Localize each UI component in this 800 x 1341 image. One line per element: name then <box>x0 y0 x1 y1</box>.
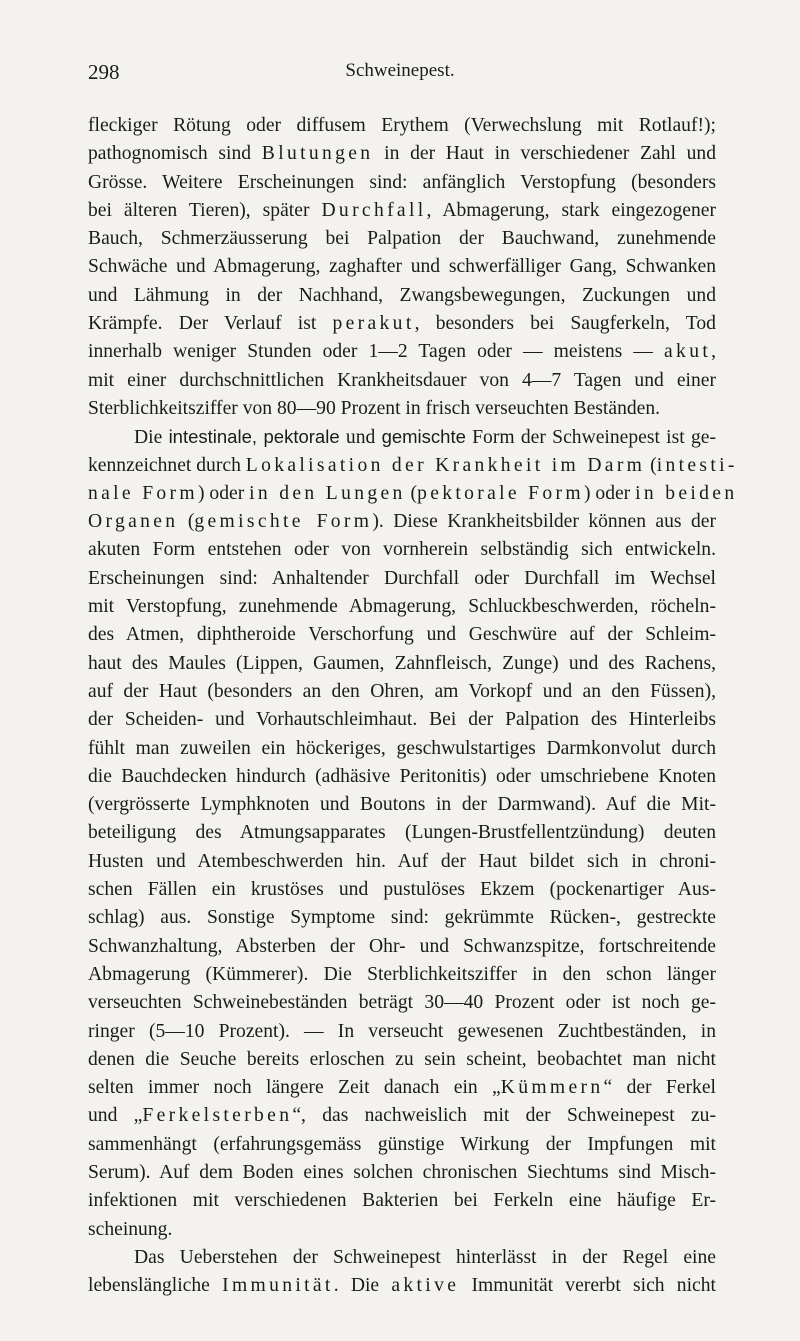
spaced-emphasis: Ferkelsterben <box>142 1105 293 1127</box>
text-run: Schwäche und Abmagerung, zaghafter und schwerfälliger Gang, Schwanken <box>88 256 716 278</box>
text-line <box>88 1272 716 1300</box>
text-line <box>88 1018 716 1046</box>
text-line <box>88 395 716 423</box>
text-run: haut des Maules (Lippen, Gaumen, Zahnfleisch, Zunge) und des Rachens, <box>88 652 716 674</box>
text-line <box>88 706 716 734</box>
sans-emphasis: intestinale, pektorale <box>168 426 340 448</box>
text-run: Die <box>134 427 169 449</box>
spaced-emphasis: pektorale Form <box>417 482 584 504</box>
text-run: Serum). Auf dem Boden eines solchen chronischen Siechtums sind Misch- <box>88 1161 716 1183</box>
text-run: selten immer noch längere Zeit danach ein „ <box>88 1077 501 1099</box>
text-run: die Bauchdecken hindurch (adhäsive Peritonitis) oder umschriebene Knoten <box>88 765 716 787</box>
text-run: und Lähmung in der Nachhand, Zwangsbewegungen, Zuckungen und <box>88 284 716 306</box>
text-line <box>88 1159 716 1187</box>
text-run: ( <box>405 482 418 504</box>
sans-emphasis: gemischte <box>381 426 466 448</box>
text-line <box>88 253 716 281</box>
text-run: innerhalb weniger Stunden oder 1—2 Tagen oder — meistens — <box>88 341 665 363</box>
text-run: verseuchten Schweinebeständen beträgt 30—40 Prozent oder ist noch ge- <box>88 992 716 1014</box>
spaced-emphasis: aktive <box>391 1275 460 1297</box>
text-run: , <box>711 341 716 363</box>
text-run: ) oder <box>197 482 250 504</box>
text-run: “, das nachweislich mit der Schweinepest zu- <box>292 1105 716 1127</box>
text-line <box>88 452 738 480</box>
text-line <box>88 763 716 791</box>
spaced-emphasis: in beiden <box>635 482 738 504</box>
text-run: akuten Form entstehen oder von vornherein selbständig sich entwickeln. <box>88 539 716 561</box>
text-line <box>88 1046 716 1074</box>
text-run: Erscheinungen sind: Anhaltender Durchfall oder Durchfall im Wechsel <box>88 567 716 589</box>
text-line <box>88 1216 716 1244</box>
text-line <box>88 819 716 847</box>
text-line <box>88 1102 716 1130</box>
text-line <box>88 112 716 140</box>
text-line <box>88 140 716 168</box>
spaced-emphasis: Blutungen <box>261 143 374 165</box>
text-line <box>88 423 716 451</box>
spaced-emphasis: Immunität <box>222 1275 334 1297</box>
text-line <box>88 735 716 763</box>
text-line <box>88 1131 716 1159</box>
text-run: mit einer durchschnittlichen Krankheitsdauer von 4—7 Tagen und einer <box>88 369 716 391</box>
text-run: lebenslängliche <box>88 1275 223 1297</box>
page-number: 298 <box>88 60 120 84</box>
spaced-emphasis: in den Lungen <box>249 482 406 504</box>
text-run: kennzeichnet durch <box>88 454 246 476</box>
text-line <box>88 933 716 961</box>
text-line <box>88 536 716 564</box>
text-run: in der Haut in verschiedener Zahl und <box>373 143 717 165</box>
text-run: Sterblichkeitsziffer von 80—90 Prozent in frisch verseuchten Beständen. <box>88 397 661 419</box>
text-line <box>88 989 716 1017</box>
text-run: ringer (5—10 Prozent). — In verseucht gewesenen Zuchtbeständen, in <box>88 1020 716 1042</box>
text-run: Grösse. Weitere Erscheinungen sind: anfänglich Verstopfung (besonders <box>88 171 716 193</box>
text-run: Form der Schweinepest ist ge- <box>465 427 716 449</box>
text-run: und „ <box>88 1105 143 1127</box>
text-run: infektionen mit verschiedenen Bakterien bei Ferkeln eine häufige Er- <box>88 1190 716 1212</box>
spaced-emphasis: Lokalisation der Krankheit im Darm <box>245 454 646 476</box>
text-run: (vergrösserte Lymphknoten und Boutons in der Darmwand). Auf die Mit- <box>88 794 716 816</box>
text-run: mit Verstopfung, zunehmende Abmagerung, Schluckbeschwerden, röcheln- <box>88 596 716 618</box>
text-run: , Abmagerung, stark eingezogener <box>426 199 716 221</box>
text-run: beteiligung des Atmungsapparates (Lungen-Brustfellentzündung) deuten <box>88 822 716 844</box>
text-run: fleckiger Rötung oder diffusem Erythem (Verwechslung mit Rotlauf!); <box>88 115 716 136</box>
text-run: Immunität vererbt sich nicht <box>459 1275 716 1297</box>
text-line <box>88 848 716 876</box>
text-run: scheinung. <box>88 1218 173 1240</box>
text-run: . Die <box>333 1275 392 1297</box>
text-line <box>88 650 716 678</box>
text-run: des Atmen, diphtheroide Verschorfung und Geschwüre auf der Schleim- <box>88 624 716 646</box>
text-line <box>88 197 716 225</box>
text-run: bei älteren Tieren), später <box>88 199 322 221</box>
text-line <box>88 480 738 508</box>
text-line <box>88 565 716 593</box>
text-run: der Scheiden- und Vorhautschleimhaut. Bei der Palpation des Hinterleibs <box>88 709 716 731</box>
spaced-emphasis: akut <box>664 341 712 363</box>
text-run: pathognomisch sind <box>88 143 262 165</box>
text-line <box>88 621 716 649</box>
text-run: ( <box>178 511 195 533</box>
text-run: Das Ueberstehen der Schweinepest hinterlässt in der Regel eine <box>134 1246 716 1268</box>
spaced-emphasis: Durchfall <box>321 199 427 221</box>
spaced-emphasis: Organen <box>88 511 179 533</box>
text-line <box>88 1074 716 1102</box>
spaced-emphasis: gemischte Form <box>194 511 373 533</box>
text-line <box>88 310 716 338</box>
running-title: Schweinepest. <box>345 60 455 81</box>
text-line <box>88 338 716 366</box>
text-run: Schwanzhaltung, Absterben der Ohr- und Schwanzspitze, fortschreitende <box>88 935 716 957</box>
text-run: “ der Ferkel <box>603 1077 716 1099</box>
text-run: fühlt man zuweilen ein höckeriges, geschwulstartiges Darmkonvolut durch <box>88 737 716 759</box>
text-line <box>88 791 716 819</box>
text-run: auf der Haut (besonders an den Ohren, am Vorkopf und an den Füssen), <box>88 680 716 702</box>
body-text <box>88 112 738 1300</box>
text-run: ( <box>645 454 657 476</box>
text-run: ) oder <box>583 482 636 504</box>
text-line <box>88 1187 716 1215</box>
spaced-emphasis: Kümmern <box>500 1077 604 1099</box>
page-header <box>88 60 712 84</box>
spaced-emphasis: intesti- <box>656 454 738 476</box>
text-line <box>88 961 716 989</box>
text-run: schlag) aus. Sonstige Symptome sind: gekrümmte Rücken-, gestreckte <box>88 907 716 929</box>
text-line <box>88 508 716 536</box>
text-run: , besonders bei Saugferkeln, Tod <box>414 313 716 335</box>
text-line <box>88 1244 716 1272</box>
text-line <box>88 225 716 253</box>
text-run: Abmagerung (Kümmerer). Die Sterblichkeitsziffer in den schon länger <box>88 963 716 985</box>
spaced-emphasis: nale Form <box>88 482 198 504</box>
text-line <box>88 678 716 706</box>
text-line <box>88 282 716 310</box>
text-line <box>88 904 716 932</box>
text-run: Bauch, Schmerzäusserung bei Palpation der Bauchwand, zunehmende <box>88 228 716 250</box>
text-line <box>88 876 716 904</box>
text-run: ). Diese Krankheitsbilder können aus der <box>372 511 716 533</box>
text-run: und <box>339 427 382 449</box>
text-run: schen Fällen ein krustöses und pustulöses Ekzem (pockenartiger Aus- <box>88 879 716 901</box>
text-line <box>88 367 716 395</box>
text-line <box>88 169 716 197</box>
text-line <box>88 593 716 621</box>
text-run: Husten und Atembeschwerden hin. Auf der Haut bildet sich in chroni- <box>88 850 716 872</box>
text-run: denen die Seuche bereits erloschen zu sein scheint, beobachtet man nicht <box>88 1048 716 1070</box>
text-run: sammenhängt (erfahrungsgemäss günstige Wirkung der Impfungen mit <box>88 1133 716 1155</box>
text-run: Krämpfe. Der Verlauf ist <box>88 313 333 335</box>
spaced-emphasis: perakut <box>332 313 415 335</box>
